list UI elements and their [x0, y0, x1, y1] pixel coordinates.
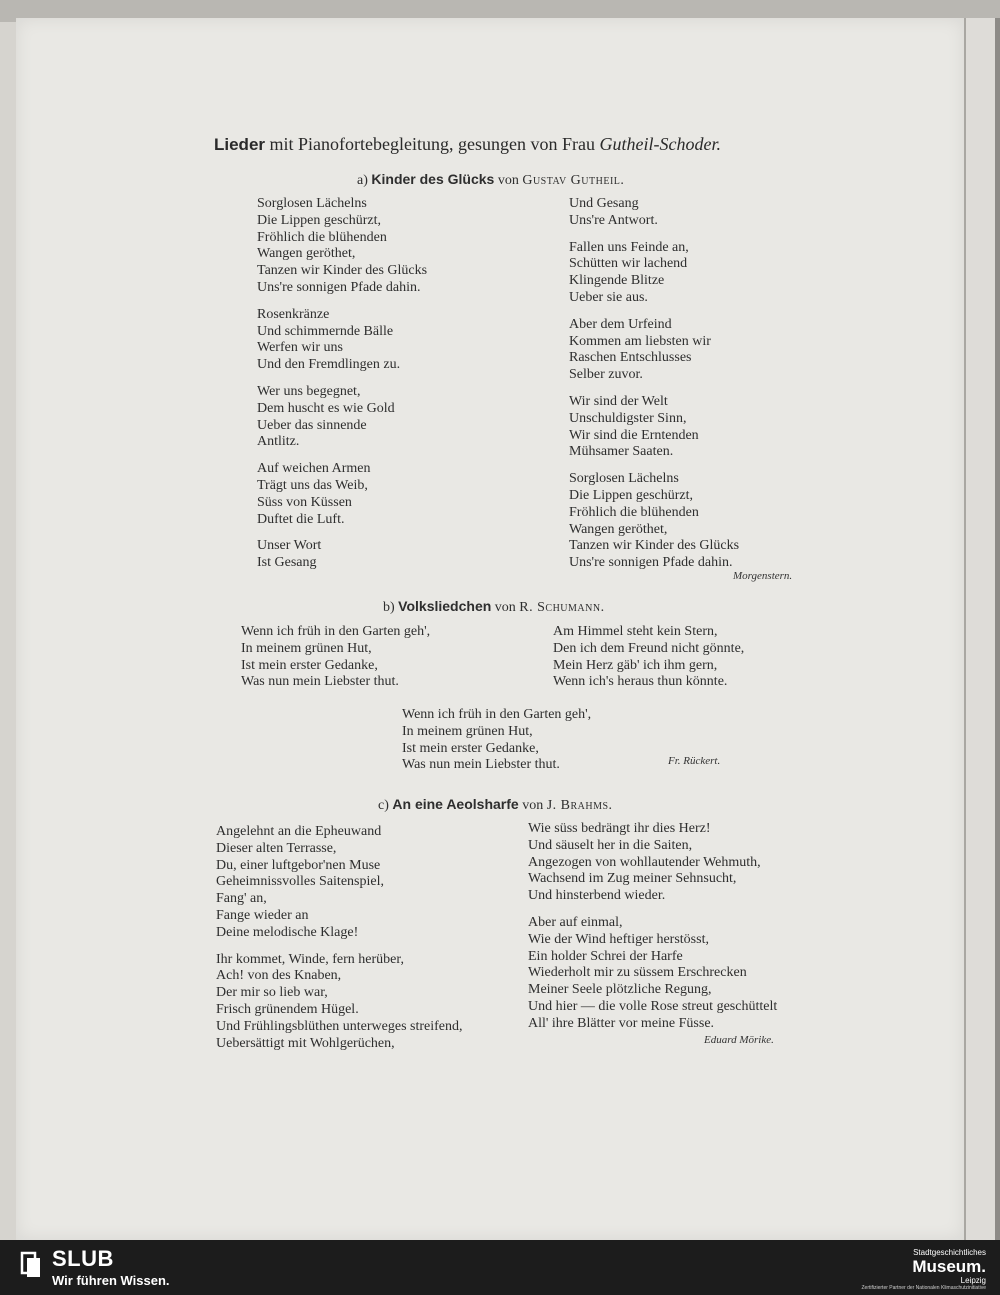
song-a-left-column — [257, 196, 427, 572]
verse-line: Und Frühlingsblüthen unterweges streifend, — [216, 1018, 463, 1034]
stanza-gap — [569, 461, 739, 471]
museum-city: Leipzig — [960, 1276, 986, 1285]
slub-brand[interactable]: SLUB — [52, 1246, 114, 1271]
verse-line: Aber dem Urfeind — [569, 316, 672, 332]
song-b-center-stanza — [402, 707, 591, 774]
verse-line: Fange wieder an — [216, 907, 309, 923]
song-a-composer: Gustav Gutheil. — [522, 173, 625, 188]
verse-line: Und schimmernde Bälle — [257, 323, 394, 339]
verse-line: Trägt uns das Weib, — [257, 477, 368, 493]
verse-line: Ach! von des Knaben, — [216, 968, 342, 984]
verse-line: In meinem grünen Hut, — [402, 723, 533, 739]
verse-line: All' ihre Blätter vor meine Füsse. — [528, 1015, 715, 1031]
stanza-gap — [569, 307, 739, 317]
museum-logo[interactable] — [836, 1248, 986, 1292]
song-a-heading — [357, 171, 624, 189]
verse-line: Und den Fremdlingen zu. — [257, 357, 401, 373]
verse-line: Der mir so lieb war, — [216, 985, 328, 1001]
verse-line: Tanzen wir Kinder des Glücks — [569, 538, 740, 554]
verse-line: Wiederholt mir zu süssem Erschrecken — [528, 965, 747, 981]
verse-line: Fang' an, — [216, 891, 267, 907]
stanza-gap — [216, 942, 463, 952]
footer-bar — [0, 1240, 1000, 1295]
verse-line: Fallen uns Feinde an, — [569, 239, 689, 255]
verse-line: Und säuselt her in die Saiten, — [528, 837, 693, 853]
verse-line: Klingende Blitze — [569, 273, 665, 289]
verse-line: Ueber das sinnende — [257, 417, 367, 433]
song-c-by: von — [522, 798, 544, 813]
verse-line: Wenn ich früh in den Garten geh', — [402, 707, 592, 722]
verse-line: Uebersättigt mit Wohlgerüchen, — [216, 1035, 395, 1051]
verse-line: Ist mein erster Gedanke, — [241, 657, 378, 673]
title-singer: Gutheil-Schoder. — [599, 134, 721, 154]
museum-certification: Zertifizierter Partner der Nationalen Klimaschutzinitiative — [861, 1285, 986, 1291]
verse-line: Mein Herz gäb' ich ihm gern, — [553, 657, 718, 673]
verse-line: Raschen Entschlusses — [569, 350, 692, 366]
verse-line: Die Lippen geschürzt, — [569, 487, 694, 503]
verse-line: Wachsend im Zug meiner Sehnsucht, — [528, 871, 737, 887]
song-b-title: Volksliedchen — [398, 598, 492, 614]
verse-line: Unschuldigster Sinn, — [569, 410, 687, 426]
stanza-gap — [257, 297, 427, 307]
song-c-composer: J. Brahms. — [546, 798, 613, 813]
song-b-marker: b) — [383, 600, 395, 615]
verse-line: Am Himmel steht kein Stern, — [553, 624, 718, 639]
verse-line: Angezogen von wohllautender Wehmuth, — [528, 854, 761, 870]
verse-line: Antlitz. — [257, 434, 300, 450]
verse-line: Sorglosen Lächelns — [569, 471, 679, 487]
verse-line: Fröhlich die blühenden — [569, 504, 699, 520]
verse-line: Unser Wort — [257, 538, 322, 554]
verse-line: Meiner Seele plötzliche Regung, — [528, 982, 712, 998]
song-c-right-column — [528, 821, 777, 1033]
verse-line: Ist Gesang — [257, 555, 317, 571]
song-c-heading — [378, 796, 613, 814]
page-title — [214, 134, 721, 155]
song-b-right-column — [553, 624, 744, 691]
slub-tagline: Wir führen Wissen. — [52, 1273, 170, 1288]
verse-line: Ein holder Schrei der Harfe — [528, 948, 683, 964]
verse-line: Aber auf einmal, — [528, 914, 623, 930]
verse-line: Wie der Wind heftiger herstösst, — [528, 931, 709, 947]
verse-line: Uns're sonnigen Pfade dahin. — [257, 279, 421, 295]
verse-line: Tanzen wir Kinder des Glücks — [257, 263, 428, 279]
stanza-gap — [257, 374, 427, 384]
verse-line: Sorglosen Lächelns — [257, 196, 367, 211]
verse-line: Uns're Antwort. — [569, 212, 658, 228]
verse-line: Dem huscht es wie Gold — [257, 400, 395, 416]
verse-line: Werfen wir uns — [257, 340, 343, 356]
verse-line: Fröhlich die blühenden — [257, 229, 387, 245]
title-lead: Lieder — [214, 135, 266, 154]
verse-line: Was nun mein Liebster thut. — [241, 674, 399, 690]
verse-line: Und hier — die volle Rose streut geschüttelt — [528, 998, 778, 1014]
verse-line: Angelehnt an die Epheuwand — [216, 824, 382, 839]
verse-line: Selber zuvor. — [569, 367, 643, 383]
verse-line: Dieser alten Terrasse, — [216, 840, 337, 856]
verse-line: Uns're sonnigen Pfade dahin. — [569, 555, 733, 571]
verse-line: Wir sind der Welt — [569, 393, 668, 409]
verse-line: Deine melodische Klage! — [216, 924, 359, 940]
song-b-left-column — [241, 624, 430, 691]
stanza-gap — [569, 384, 739, 394]
song-c-title: An eine Aeolsharfe — [392, 796, 519, 812]
verse-line: Die Lippen geschürzt, — [257, 212, 382, 228]
verse-line: Kommen am liebsten wir — [569, 333, 711, 349]
verse-line: Schütten wir lachend — [569, 256, 688, 272]
verse-line: Wenn ich's heraus thun könnte. — [553, 674, 728, 690]
verse-line: Frisch grünendem Hügel. — [216, 1001, 359, 1017]
verse-line: In meinem grünen Hut, — [241, 640, 372, 656]
title-rest: mit Pianofortebegleitung, gesungen von Frau — [269, 134, 595, 154]
song-c-marker: c) — [378, 798, 389, 813]
verse-line: Wangen geröthet, — [569, 521, 668, 537]
verse-line: Süss von Küssen — [257, 494, 352, 510]
song-c-poet: Eduard Mörike. — [704, 1034, 774, 1046]
song-a-by: von — [497, 173, 519, 188]
verse-line: Ihr kommet, Winde, fern herüber, — [216, 951, 404, 967]
song-a-marker: a) — [357, 173, 368, 188]
museum-name: Museum. — [912, 1257, 986, 1276]
verse-line: Den ich dem Freund nicht gönnte, — [553, 640, 745, 656]
stanza-gap — [257, 451, 427, 461]
song-b-heading — [383, 598, 605, 616]
verse-line: Rosenkränze — [257, 306, 330, 322]
stanza-gap — [569, 230, 739, 240]
verse-line: Duftet die Luft. — [257, 511, 345, 527]
document-page — [16, 18, 964, 1240]
verse-line: Wenn ich früh in den Garten geh', — [241, 624, 431, 639]
verse-line: Ueber sie aus. — [569, 289, 648, 305]
verse-line: Ist mein erster Gedanke, — [402, 740, 539, 756]
stanza-gap — [528, 905, 777, 915]
verse-line: Wer uns begegnet, — [257, 383, 361, 399]
slub-logo-icon[interactable] — [20, 1251, 42, 1279]
museum-prefix: Stadtgeschichtliches — [913, 1248, 986, 1257]
song-b-poet: Fr. Rückert. — [668, 755, 721, 767]
song-b-by: von — [494, 600, 516, 615]
verse-line: Wangen geröthet, — [257, 246, 356, 262]
song-b-composer: R. Schumann. — [519, 600, 605, 615]
verse-line: Geheimnissvolles Saitenspiel, — [216, 874, 384, 890]
verse-line: Und hinsterbend wieder. — [528, 888, 666, 904]
song-a-title: Kinder des Glücks — [371, 171, 495, 187]
verse-line: Was nun mein Liebster thut. — [402, 757, 560, 773]
page-fold-shadow — [995, 18, 1000, 1240]
verse-line: Wie süss bedrängt ihr dies Herz! — [528, 821, 711, 836]
stanza-gap — [257, 528, 427, 538]
verse-line: Wir sind die Erntenden — [569, 427, 699, 443]
verse-line: Du, einer luftgebor'nen Muse — [216, 857, 381, 873]
song-a-right-column — [569, 196, 739, 572]
song-c-left-column — [216, 824, 463, 1052]
verse-line: Und Gesang — [569, 196, 639, 211]
song-a-poet: Morgenstern. — [733, 570, 793, 582]
verse-line: Auf weichen Armen — [257, 461, 371, 477]
verse-line: Mühsamer Saaten. — [569, 444, 674, 460]
